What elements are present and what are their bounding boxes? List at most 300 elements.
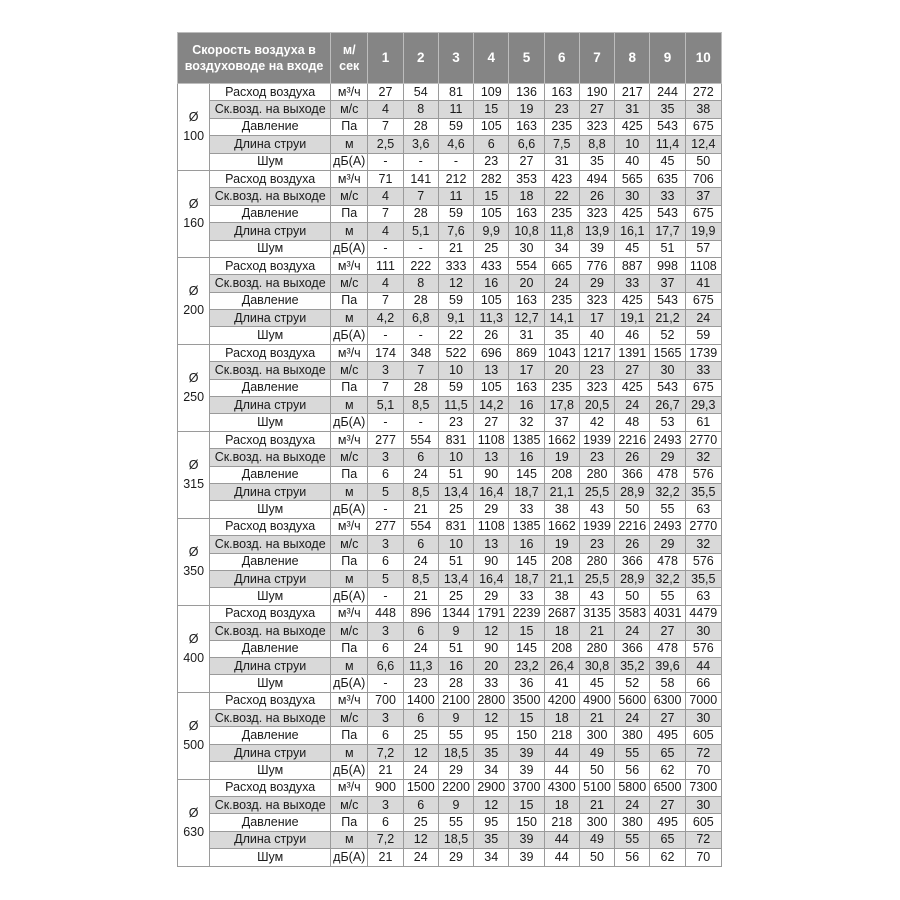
value-cell: 55	[615, 831, 650, 848]
value-cell: 39	[509, 744, 544, 761]
value-cell: 300	[579, 814, 614, 831]
value-cell: 896	[403, 605, 438, 622]
value-cell: -	[368, 153, 403, 170]
value-cell: 12	[474, 710, 509, 727]
value-cell: 8	[403, 101, 438, 118]
value-cell: 4,6	[438, 136, 473, 153]
value-cell: 39,6	[650, 657, 685, 674]
value-cell: 478	[650, 553, 685, 570]
value-cell: 16	[438, 657, 473, 674]
value-cell: 998	[650, 257, 685, 274]
unit-label: м³/ч	[331, 692, 368, 709]
air-speed-header-line1: Скорость воздуха в	[192, 43, 316, 57]
value-cell: 30	[685, 623, 721, 640]
value-cell: 675	[685, 118, 721, 135]
speed-column-header: 5	[509, 33, 544, 84]
value-cell: 10	[438, 536, 473, 553]
value-cell: 7,2	[368, 831, 403, 848]
value-cell: 22	[544, 188, 579, 205]
diameter-symbol: Ø	[188, 196, 199, 211]
value-cell: 163	[509, 379, 544, 396]
value-cell: 35	[579, 153, 614, 170]
value-cell: 35,2	[615, 657, 650, 674]
value-cell: 25	[438, 588, 473, 605]
value-cell: -	[403, 414, 438, 431]
unit-label: Па	[331, 292, 368, 309]
value-cell: 2100	[438, 692, 473, 709]
value-cell: 23	[474, 153, 509, 170]
value-cell: 24	[615, 797, 650, 814]
value-cell: 37	[685, 188, 721, 205]
value-cell: 35	[474, 744, 509, 761]
diameter-cell	[178, 518, 210, 605]
table-row	[178, 536, 722, 553]
value-cell: 6,6	[368, 657, 403, 674]
value-cell: 15	[474, 188, 509, 205]
value-cell: 12	[474, 797, 509, 814]
table-row	[178, 327, 722, 344]
value-cell: 5800	[615, 779, 650, 796]
value-cell: 18	[544, 710, 579, 727]
parameter-label: Расход воздуха	[210, 344, 331, 361]
table-row	[178, 570, 722, 587]
unit-label: дБ(А)	[331, 153, 368, 170]
parameter-label: Давление	[210, 640, 331, 657]
table-row	[178, 136, 722, 153]
value-cell: 8,5	[403, 570, 438, 587]
value-cell: 27	[368, 84, 403, 101]
parameter-label: Расход воздуха	[210, 84, 331, 101]
parameter-label: Шум	[210, 153, 331, 170]
value-cell: 39	[579, 240, 614, 257]
value-cell: 21,1	[544, 483, 579, 500]
speed-column-header: 8	[615, 33, 650, 84]
value-cell: 433	[474, 257, 509, 274]
value-cell: 55	[615, 744, 650, 761]
value-cell: 1043	[544, 344, 579, 361]
table-row	[178, 518, 722, 535]
value-cell: 25	[403, 814, 438, 831]
table-row	[178, 814, 722, 831]
diameter-cell	[178, 692, 210, 779]
parameter-label: Шум	[210, 240, 331, 257]
table-row	[178, 205, 722, 222]
value-cell: 14,2	[474, 397, 509, 414]
value-cell: 30	[650, 362, 685, 379]
value-cell: 29	[438, 849, 473, 866]
value-cell: 45	[615, 240, 650, 257]
value-cell: 55	[650, 588, 685, 605]
value-cell: 20,5	[579, 397, 614, 414]
value-cell: 25,5	[579, 570, 614, 587]
value-cell: 700	[368, 692, 403, 709]
value-cell: 6	[368, 814, 403, 831]
value-cell: 6	[368, 466, 403, 483]
value-cell: 105	[474, 205, 509, 222]
value-cell: 12	[403, 831, 438, 848]
value-cell: 54	[403, 84, 438, 101]
value-cell: 111	[368, 257, 403, 274]
diameter-symbol: Ø	[188, 631, 199, 646]
value-cell: 1662	[544, 431, 579, 448]
value-cell: 900	[368, 779, 403, 796]
value-cell: 29	[474, 501, 509, 518]
diameter-value: 250	[183, 389, 205, 404]
unit-label: Па	[331, 466, 368, 483]
unit-label: Па	[331, 379, 368, 396]
value-cell: 53	[650, 414, 685, 431]
value-cell: 13	[474, 362, 509, 379]
value-cell: 1500	[403, 779, 438, 796]
value-cell: 45	[650, 153, 685, 170]
value-cell: 16,4	[474, 483, 509, 500]
value-cell: 1565	[650, 344, 685, 361]
parameter-label: Расход воздуха	[210, 692, 331, 709]
parameter-label: Давление	[210, 379, 331, 396]
value-cell: 26	[615, 449, 650, 466]
value-cell: 4900	[579, 692, 614, 709]
parameter-label: Длина струи	[210, 831, 331, 848]
table-row	[178, 588, 722, 605]
unit-label: м/с	[331, 362, 368, 379]
value-cell: 21	[438, 240, 473, 257]
value-cell: 2900	[474, 779, 509, 796]
value-cell: 16	[474, 275, 509, 292]
value-cell: 150	[509, 814, 544, 831]
parameter-label: Расход воздуха	[210, 605, 331, 622]
value-cell: 12	[403, 744, 438, 761]
value-cell: 11,3	[403, 657, 438, 674]
value-cell: 20	[509, 275, 544, 292]
value-cell: 56	[615, 849, 650, 866]
parameter-label: Длина струи	[210, 397, 331, 414]
value-cell: 20	[544, 362, 579, 379]
value-cell: 2800	[474, 692, 509, 709]
unit-label: м/с	[331, 797, 368, 814]
speed-column-header: 9	[650, 33, 685, 84]
value-cell: 3500	[509, 692, 544, 709]
unit-label: м³/ч	[331, 605, 368, 622]
value-cell: 105	[474, 379, 509, 396]
parameter-label: Ск.возд. на выходе	[210, 449, 331, 466]
value-cell: 95	[474, 814, 509, 831]
unit-label: Па	[331, 727, 368, 744]
value-cell: 2493	[650, 431, 685, 448]
value-cell: -	[368, 501, 403, 518]
parameter-label: Длина струи	[210, 223, 331, 240]
value-cell: 71	[368, 170, 403, 187]
value-cell: 10,8	[509, 223, 544, 240]
value-cell: 25	[438, 501, 473, 518]
value-cell: 28	[403, 292, 438, 309]
unit-label: дБ(А)	[331, 762, 368, 779]
value-cell: 235	[544, 292, 579, 309]
speed-column-header: 6	[544, 33, 579, 84]
diameter-symbol: Ø	[188, 805, 199, 820]
value-cell: 30	[615, 188, 650, 205]
table-row	[178, 414, 722, 431]
value-cell: 7	[368, 118, 403, 135]
value-cell: 8,8	[579, 136, 614, 153]
value-cell: 90	[474, 640, 509, 657]
value-cell: 41	[685, 275, 721, 292]
value-cell: 49	[579, 831, 614, 848]
unit-label: Па	[331, 814, 368, 831]
diameter-value: 160	[183, 215, 205, 230]
parameter-label: Ск.возд. на выходе	[210, 101, 331, 118]
value-cell: 5	[368, 483, 403, 500]
unit-label: дБ(А)	[331, 849, 368, 866]
value-cell: 36	[509, 675, 544, 692]
value-cell: 425	[615, 205, 650, 222]
parameter-label: Длина струи	[210, 657, 331, 674]
value-cell: -	[368, 675, 403, 692]
value-cell: 29	[579, 275, 614, 292]
value-cell: 423	[544, 170, 579, 187]
value-cell: 23	[403, 675, 438, 692]
value-cell: 40	[615, 153, 650, 170]
value-cell: 4031	[650, 605, 685, 622]
diameter-cell	[178, 605, 210, 692]
value-cell: 39	[509, 849, 544, 866]
value-cell: 665	[544, 257, 579, 274]
value-cell: 30	[685, 797, 721, 814]
unit-label: м	[331, 570, 368, 587]
unit-label: Па	[331, 205, 368, 222]
value-cell: 235	[544, 205, 579, 222]
value-cell: 57	[685, 240, 721, 257]
value-cell: 15	[474, 101, 509, 118]
unit-label: дБ(А)	[331, 414, 368, 431]
value-cell: 50	[615, 501, 650, 518]
value-cell: 43	[579, 501, 614, 518]
value-cell: 150	[509, 727, 544, 744]
unit-label: м³/ч	[331, 344, 368, 361]
parameter-label: Расход воздуха	[210, 518, 331, 535]
value-cell: 43	[579, 588, 614, 605]
value-cell: 1939	[579, 431, 614, 448]
value-cell: 51	[650, 240, 685, 257]
value-cell: 59	[438, 118, 473, 135]
value-cell: 380	[615, 727, 650, 744]
value-cell: 59	[438, 205, 473, 222]
parameter-label: Шум	[210, 327, 331, 344]
value-cell: 13,4	[438, 483, 473, 500]
value-cell: 27	[474, 414, 509, 431]
value-cell: 9,9	[474, 223, 509, 240]
value-cell: 5	[368, 570, 403, 587]
value-cell: 46	[615, 327, 650, 344]
unit-label: дБ(А)	[331, 240, 368, 257]
table-row	[178, 605, 722, 622]
value-cell: 7	[368, 205, 403, 222]
value-cell: 543	[650, 205, 685, 222]
header-row	[178, 33, 722, 84]
diameter-cell	[178, 170, 210, 257]
value-cell: 7,6	[438, 223, 473, 240]
unit-label: м	[331, 310, 368, 327]
value-cell: 212	[438, 170, 473, 187]
value-cell: 23	[579, 449, 614, 466]
value-cell: 23	[579, 362, 614, 379]
value-cell: 24	[615, 710, 650, 727]
value-cell: 81	[438, 84, 473, 101]
value-cell: 6	[368, 640, 403, 657]
unit-label: Па	[331, 553, 368, 570]
value-cell: 15	[509, 797, 544, 814]
value-cell: 27	[615, 362, 650, 379]
parameter-label: Расход воздуха	[210, 257, 331, 274]
value-cell: 576	[685, 640, 721, 657]
unit-label: м³/ч	[331, 779, 368, 796]
table-header	[178, 33, 722, 84]
parameter-label: Ск.возд. на выходе	[210, 623, 331, 640]
value-cell: 66	[685, 675, 721, 692]
unit-label: м/с	[331, 188, 368, 205]
unit-label: м/с	[331, 275, 368, 292]
value-cell: 12,4	[685, 136, 721, 153]
parameter-label: Расход воздуха	[210, 779, 331, 796]
diameter-value: 500	[183, 737, 205, 752]
value-cell: 49	[579, 744, 614, 761]
value-cell: 27	[650, 710, 685, 727]
value-cell: 50	[579, 849, 614, 866]
value-cell: 10	[438, 362, 473, 379]
parameter-label: Расход воздуха	[210, 431, 331, 448]
table-row	[178, 744, 722, 761]
unit-label: м	[331, 831, 368, 848]
value-cell: 38	[544, 501, 579, 518]
table-body	[178, 84, 722, 867]
value-cell: 4	[368, 188, 403, 205]
value-cell: 1739	[685, 344, 721, 361]
unit-label: м	[331, 397, 368, 414]
value-cell: 40	[579, 327, 614, 344]
value-cell: 62	[650, 762, 685, 779]
value-cell: 163	[509, 118, 544, 135]
value-cell: 28,9	[615, 570, 650, 587]
value-cell: 448	[368, 605, 403, 622]
value-cell: 366	[615, 553, 650, 570]
value-cell: 22	[438, 327, 473, 344]
value-cell: 6	[403, 449, 438, 466]
value-cell: 90	[474, 553, 509, 570]
value-cell: 1385	[509, 518, 544, 535]
table-row	[178, 640, 722, 657]
value-cell: 21	[403, 588, 438, 605]
unit-label: дБ(А)	[331, 501, 368, 518]
value-cell: 323	[579, 292, 614, 309]
value-cell: 3	[368, 710, 403, 727]
table-row	[178, 710, 722, 727]
value-cell: 23	[579, 536, 614, 553]
value-cell: 163	[509, 292, 544, 309]
value-cell: 50	[685, 153, 721, 170]
diameter-cell	[178, 344, 210, 431]
speed-unit-header	[331, 33, 368, 84]
value-cell: 235	[544, 379, 579, 396]
value-cell: 11,4	[650, 136, 685, 153]
value-cell: -	[403, 327, 438, 344]
value-cell: 50	[579, 762, 614, 779]
value-cell: 29	[650, 536, 685, 553]
value-cell: 21	[579, 623, 614, 640]
table-row	[178, 449, 722, 466]
value-cell: 58	[650, 675, 685, 692]
value-cell: 27	[650, 623, 685, 640]
value-cell: 44	[544, 744, 579, 761]
value-cell: 675	[685, 379, 721, 396]
diameter-value: 315	[183, 476, 205, 491]
value-cell: 4200	[544, 692, 579, 709]
value-cell: 10	[615, 136, 650, 153]
value-cell: 6	[368, 553, 403, 570]
value-cell: 1217	[579, 344, 614, 361]
speed-column-header: 1	[368, 33, 403, 84]
value-cell: 32	[685, 449, 721, 466]
value-cell: 29	[650, 449, 685, 466]
parameter-label: Шум	[210, 762, 331, 779]
diameter-value: 630	[183, 824, 205, 839]
value-cell: 208	[544, 553, 579, 570]
value-cell: 2216	[615, 431, 650, 448]
value-cell: 32,2	[650, 570, 685, 587]
value-cell: 869	[509, 344, 544, 361]
table-row	[178, 397, 722, 414]
value-cell: 136	[509, 84, 544, 101]
value-cell: 1108	[474, 431, 509, 448]
value-cell: 24	[544, 275, 579, 292]
value-cell: 32	[509, 414, 544, 431]
diameter-value: 200	[183, 302, 205, 317]
value-cell: 16	[509, 536, 544, 553]
value-cell: 13	[474, 536, 509, 553]
value-cell: 7	[403, 188, 438, 205]
value-cell: 17	[509, 362, 544, 379]
parameter-label: Давление	[210, 118, 331, 135]
value-cell: 72	[685, 831, 721, 848]
value-cell: 4	[368, 101, 403, 118]
value-cell: 30	[509, 240, 544, 257]
value-cell: 2239	[509, 605, 544, 622]
table-row	[178, 483, 722, 500]
value-cell: 109	[474, 84, 509, 101]
table-row	[178, 84, 722, 101]
table-row	[178, 657, 722, 674]
value-cell: 26,7	[650, 397, 685, 414]
unit-label: м	[331, 483, 368, 500]
table-row	[178, 797, 722, 814]
value-cell: 23	[544, 101, 579, 118]
value-cell: 19	[544, 536, 579, 553]
value-cell: 9	[438, 623, 473, 640]
value-cell: 44	[544, 849, 579, 866]
value-cell: 32,2	[650, 483, 685, 500]
value-cell: 244	[650, 84, 685, 101]
value-cell: 18	[544, 797, 579, 814]
diameter-symbol: Ø	[188, 544, 199, 559]
value-cell: 19	[509, 101, 544, 118]
value-cell: 65	[650, 831, 685, 848]
air-speed-header	[178, 33, 331, 84]
unit-label: м/с	[331, 449, 368, 466]
value-cell: 7,2	[368, 744, 403, 761]
value-cell: 12	[474, 623, 509, 640]
value-cell: 3	[368, 536, 403, 553]
value-cell: 14,1	[544, 310, 579, 327]
value-cell: 16,1	[615, 223, 650, 240]
value-cell: 35	[544, 327, 579, 344]
